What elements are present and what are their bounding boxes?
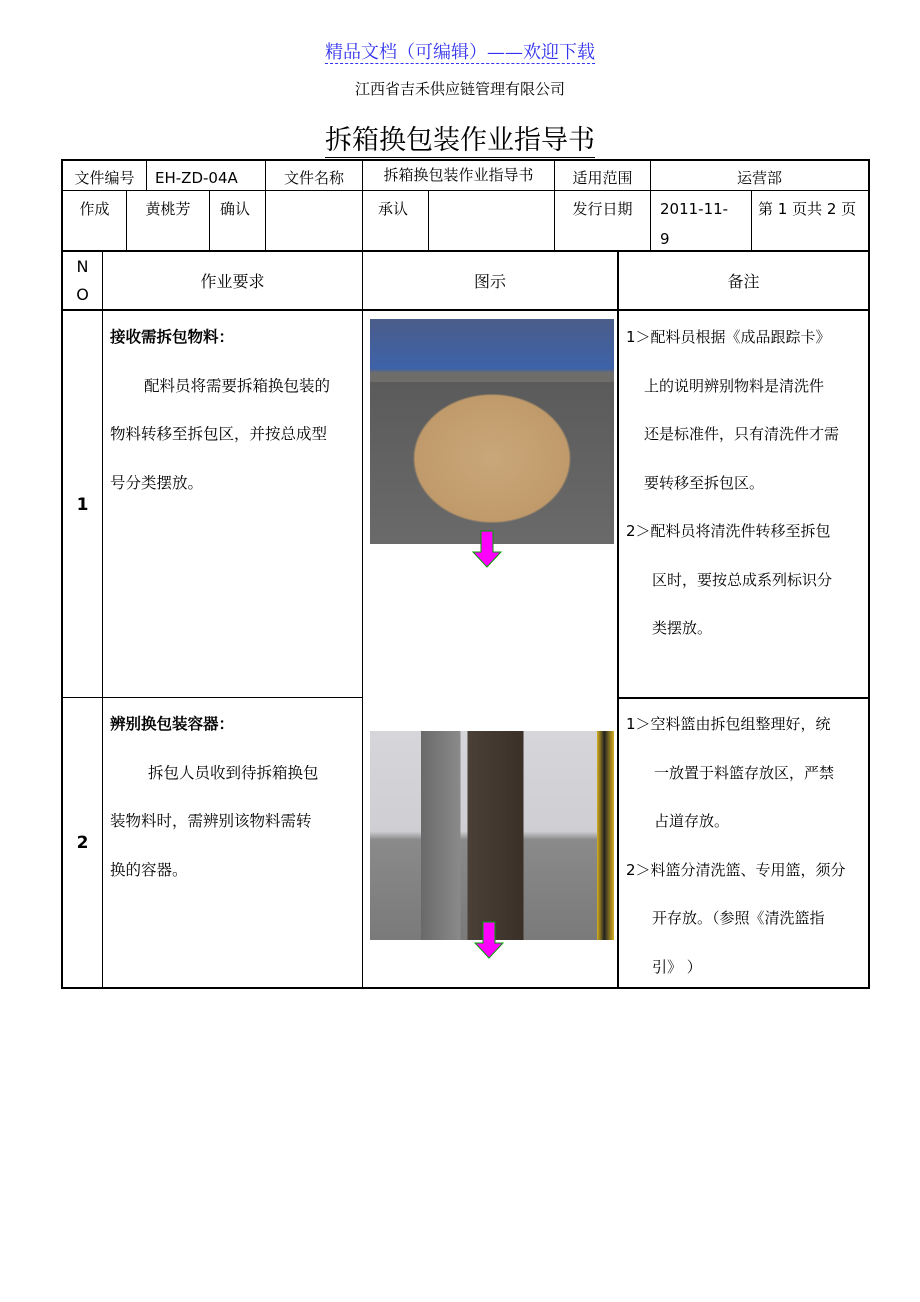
row-divider	[617, 697, 870, 699]
doc-name-value: 拆箱换包装作业指导书	[383, 166, 534, 184]
remarks-text	[626, 313, 866, 653]
requirement-heading: 辨别换包装容器：	[110, 715, 235, 733]
requirement-line: 装物料时，需辨别该物料需转	[110, 812, 312, 830]
download-banner-link[interactable]	[0, 38, 920, 64]
approve-label: 承认	[378, 200, 409, 218]
confirm-label: 确认	[220, 200, 251, 218]
requirement-text	[110, 313, 360, 507]
remark-line: 区时，要按总成系列标识分	[652, 570, 833, 589]
col-divider	[751, 190, 752, 250]
no-letter-o: O	[76, 285, 89, 304]
requirement-line: 配料员将需要拆箱换包装的	[144, 376, 331, 395]
col-header-illustration: 图示	[473, 272, 506, 291]
issue-date-value	[660, 194, 750, 254]
down-arrow-icon	[474, 921, 504, 959]
requirement-line: 物料转移至拆包区，并按总成型	[110, 425, 328, 443]
remark-line: 一放置于料篮存放区，严禁	[654, 763, 835, 782]
author-value: 黄桃芳	[145, 200, 191, 218]
title-text: 拆箱换包装作业指导书	[325, 125, 595, 160]
date-line-2: 9	[660, 230, 670, 248]
col-header-remarks: 备注	[727, 272, 760, 291]
row-divider	[61, 697, 362, 698]
issue-date-label: 发行日期	[572, 200, 633, 218]
remark-line: 类摆放。	[652, 619, 713, 637]
remark-line: 要转移至拆包区。	[644, 473, 765, 492]
table-border	[868, 159, 870, 989]
document-title	[0, 118, 920, 157]
scope-value: 运营部	[736, 169, 782, 187]
remark-line: 上的说明辨别物料是清洗件	[644, 376, 825, 395]
banner-text[interactable]: 精品文档（可编辑）——欢迎下载	[325, 42, 595, 63]
down-arrow-icon	[472, 530, 502, 568]
page-number: 第 1 页共 2 页	[758, 200, 857, 218]
row-number: 2	[76, 833, 89, 853]
date-line-1: 2011-11-	[660, 200, 729, 218]
remark-line: 还是标准件，只有清洗件才需	[644, 425, 840, 443]
remark-line: 占道存放。	[654, 812, 730, 830]
doc-no-value: EH-ZD-04A	[155, 169, 238, 187]
stacked-baskets-photo	[370, 731, 614, 940]
author-label: 作成	[79, 200, 110, 218]
requirement-heading: 接收需拆包物料：	[110, 328, 235, 346]
requirement-line: 换的容器。	[110, 860, 188, 879]
no-letter-n: N	[76, 257, 89, 276]
requirement-line: 号分类摆放。	[110, 473, 204, 492]
remark-line: 1＞空料篮由拆包组整理好，统	[626, 715, 831, 733]
requirement-text	[110, 700, 360, 894]
remark-line: 2＞配料员将清洗件转移至拆包	[626, 522, 831, 540]
col-divider	[102, 250, 103, 988]
doc-no-label: 文件编号	[74, 169, 135, 187]
scope-label: 适用范围	[572, 169, 633, 187]
col-divider	[146, 160, 147, 190]
col-divider	[617, 250, 619, 988]
doc-name-label: 文件名称	[283, 169, 344, 187]
boxes-on-pallet-photo	[370, 319, 614, 544]
col-divider	[209, 190, 210, 250]
remarks-text	[626, 700, 866, 991]
remark-line: 引》 ）	[652, 957, 702, 976]
company-name: 江西省吉禾供应链管理有限公司	[354, 80, 565, 98]
remark-line: 2＞料篮分清洗篮、专用篮，须分	[626, 860, 846, 879]
remark-line: 开存放。（参照《清洗篮指	[652, 909, 825, 927]
row-divider	[61, 309, 870, 311]
col-header-requirement: 作业要求	[200, 272, 265, 291]
remark-line: 1＞配料员根据《成品跟踪卡》	[626, 328, 831, 346]
row-number: 1	[76, 495, 89, 515]
col-header-no	[63, 253, 102, 309]
col-divider	[428, 190, 429, 250]
requirement-line: 拆包人员收到待拆箱换包	[148, 763, 319, 782]
